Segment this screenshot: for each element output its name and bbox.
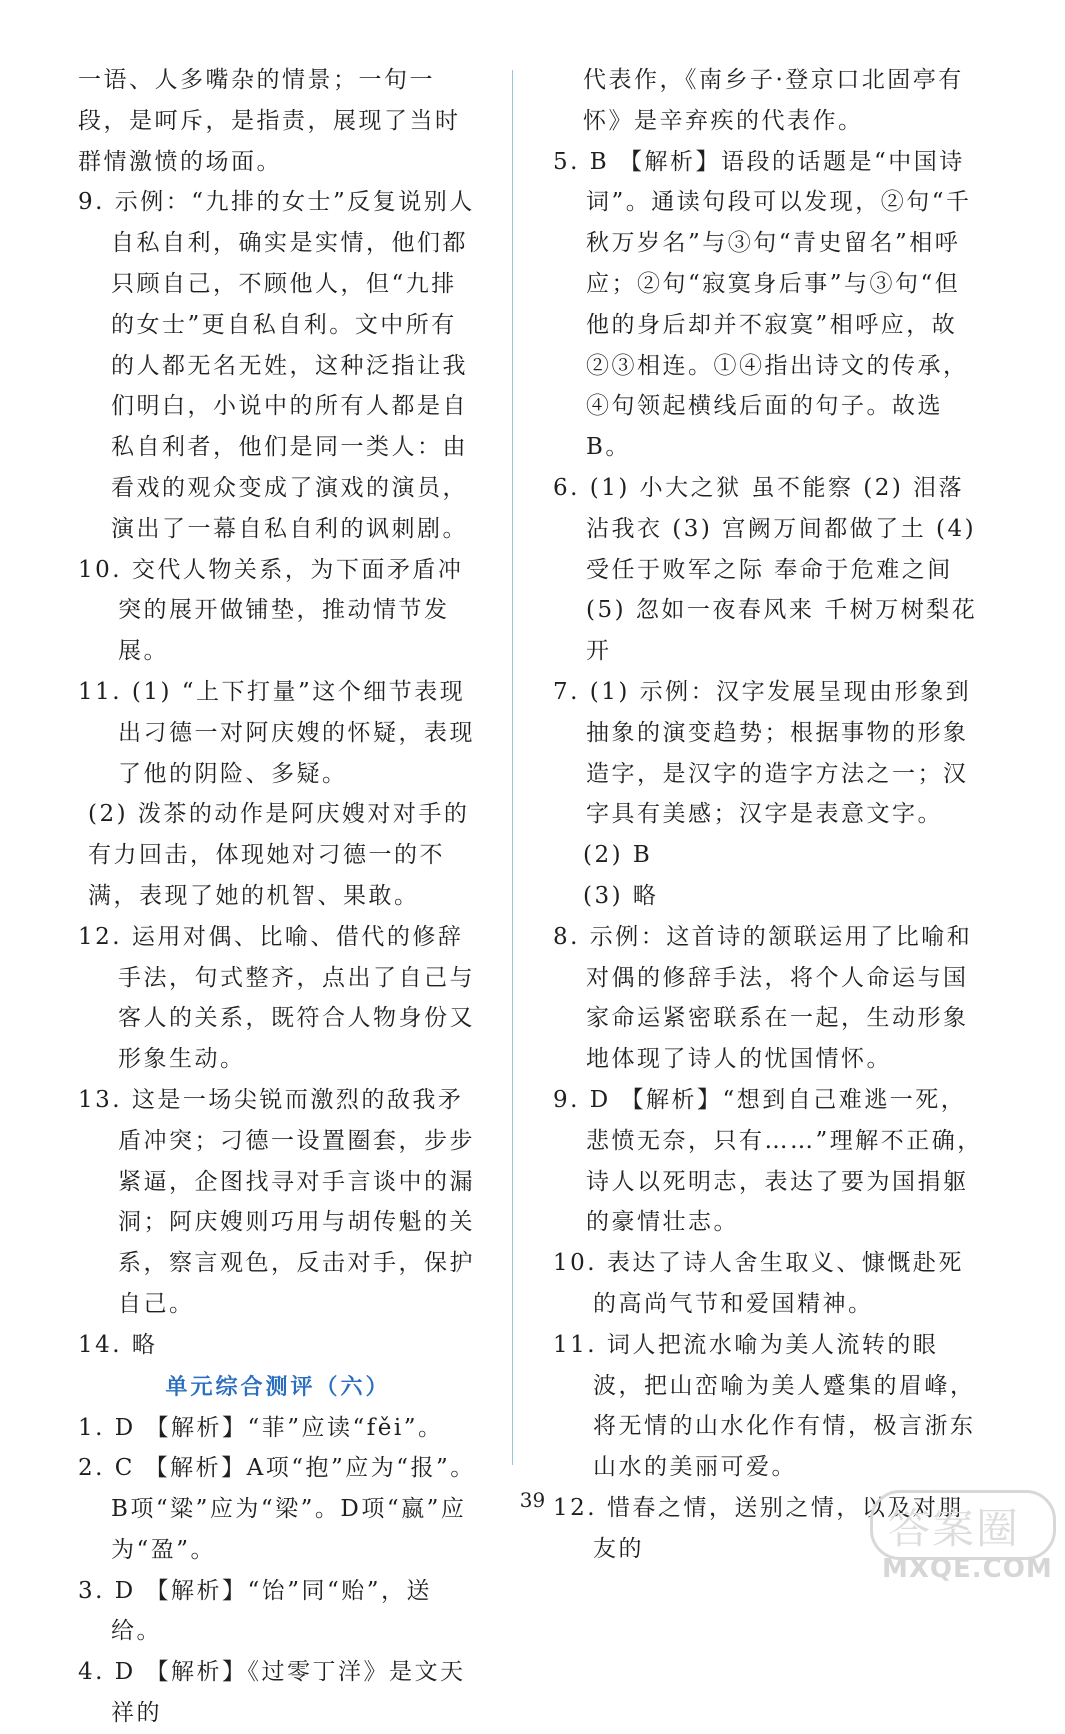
- column-divider: [512, 70, 513, 1465]
- answer-s6-6: 6. (1) 小大之狱 虽不能察 (2) 泪落沾我衣 (3) 宫阙万间都做了土 (4) 受任于败军之际 奉命于危难之间 (5) 忽如一夜春风来 千树万树梨花开: [553, 474, 978, 665]
- watermark-url: MXQE.COM: [882, 1554, 1053, 1584]
- answer-s6-8: 8. 示例：这首诗的颔联运用了比喻和对偶的修辞手法，将个人命运与国家命运紧密联系在一起，生动形象地体现了诗人的忧国情怀。: [553, 923, 973, 1073]
- answer-s6-9: 9. D 【解析】“想到自己难逃一死，悲愤无奈，只有……”理解不正确，诗人以死明志，表达了要为国捐躯的豪情壮志。: [553, 1086, 983, 1236]
- answer-s6-11: 11. 词人把流水喻为美人流转的眼波，把山峦喻为美人蹙集的眉峰，将无情的山水化作有情，极言浙东山水的美丽可爱。: [553, 1331, 976, 1481]
- answer-9: 9. 示例：“九排的女士”反复说别人自私自利，确实是实情，他们都只顾自己，不顾他人，但“九排的女士”更自私自利。文中所有的人都无名无姓，这种泛指让我们明白，小说中的所有人都是自私自利者，他们是同一类人：由看戏的观众变成了演戏的演员，演出了一幕自私自利的讽刺剧。: [78, 189, 475, 542]
- watermark: [870, 1490, 1055, 1590]
- answer-s6-7-2: (2) B: [583, 842, 653, 869]
- answer-s6-5: 5. B 【解析】语段的话题是“中国诗词”。通读句段可以发现，②句“千秋万岁名”与③句“青史留名”相呼应；②句“寂寞身后事”与③句“但他的身后却并不寂寞”相呼应，故②③相连。①④指出诗文的传承，④句领起横线后面的句子。故选B。: [553, 148, 972, 461]
- paragraph-cont: 一语、人多嘴杂的情景；一句一段，是呵斥，是指责，展现了当时群情激愤的场面。: [78, 67, 461, 175]
- answer-s6-12: 12. 惜春之情，送别之情，以及对朋友的: [553, 1494, 964, 1562]
- answer-s6-1: 1. D 【解析】“菲”应读“fěi”。: [78, 1414, 444, 1441]
- answer-14: 14. 略: [78, 1331, 158, 1358]
- answer-10: 10. 交代人物关系，为下面矛盾冲突的展开做铺垫，推动情节发展。: [78, 556, 464, 665]
- answer-s6-7-1: 7. (1) 示例：汉字发展呈现由形象到抽象的演变趋势；根据事物的形象造字，是汉字的造字方法之一；汉字具有美感；汉字是表意文字。: [553, 678, 972, 828]
- left-column: [78, 60, 478, 1734]
- answer-11-2: (2) 泼茶的动作是阿庆嫂对对手的有力回击，体现她对刁德一的不满，表现了她的机智、果敢。: [88, 801, 470, 909]
- paragraph-cont-right: 代表作，《南乡子·登京口北固亭有怀》是辛弃疾的代表作。: [583, 67, 964, 134]
- watermark-glyphs: 答案圈: [888, 1504, 1021, 1553]
- right-column: [553, 60, 983, 1569]
- answer-s6-4: 4. D 【解析】《过零丁洋》是文天祥的: [78, 1659, 466, 1727]
- page-number: 39: [519, 1488, 546, 1512]
- answer-s6-7-3: (3) 略: [583, 882, 659, 909]
- answer-13: 13. 这是一场尖锐而激烈的敌我矛盾冲突；刁德一设置圈套，步步紧逼，企图找寻对手言谈中的漏洞；阿庆嫂则巧用与胡传魁的关系，察言观色，反击对手，保护自己。: [78, 1086, 475, 1317]
- answer-s6-2: 2. C 【解析】A项“抱”应为“报”。B项“粱”应为“梁”。D项“嬴”应为“盈”。: [78, 1455, 476, 1563]
- answer-s6-10: 10. 表达了诗人舍生取义、慷慨赴死的高尚气节和爱国精神。: [553, 1250, 964, 1317]
- answer-s6-3: 3. D 【解析】“饴”同“贻”，送给。: [78, 1577, 433, 1645]
- answer-12: 12. 运用对偶、比喻、借代的修辞手法，句式整齐，点出了自己与客人的关系，既符合人物身份又形象生动。: [78, 923, 475, 1073]
- answer-11-1: 11. (1) “上下打量”这个细节表现出刁德一对阿庆嫂的怀疑，表现了他的阴险、多疑。: [78, 678, 475, 787]
- section-title: 单元综合测评（六）: [165, 1374, 391, 1400]
